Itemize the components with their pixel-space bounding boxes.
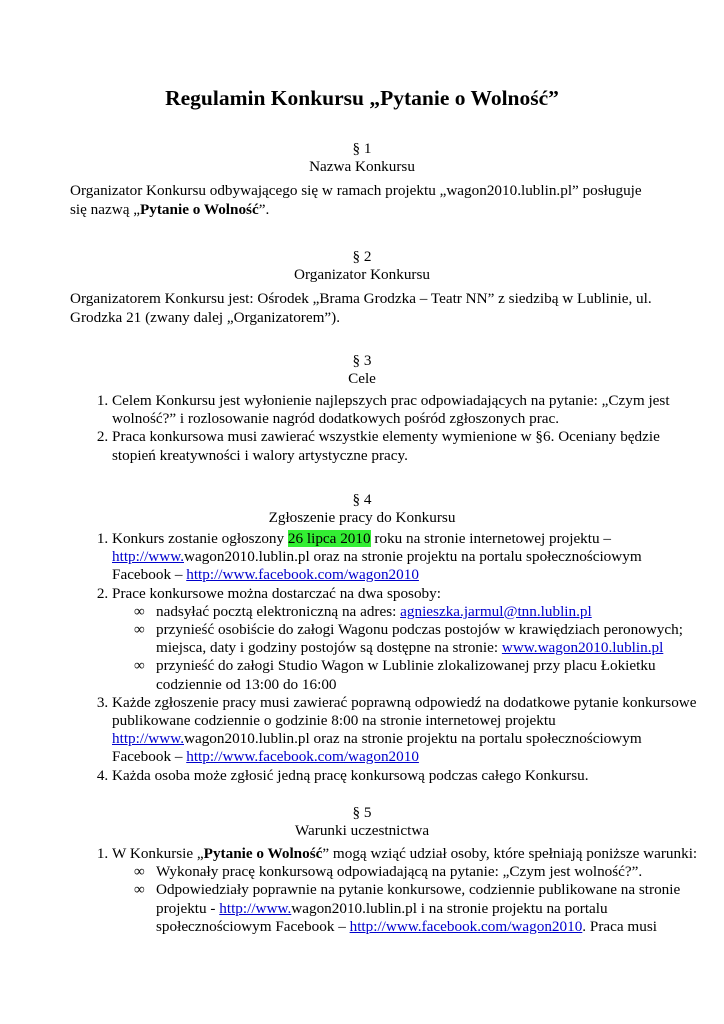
section-2-number: § 2 — [352, 248, 372, 265]
section-3-number: § 3 — [352, 352, 372, 369]
facebook-link[interactable]: http://www.facebook.com/wagon2010 — [349, 917, 583, 935]
section-4-heading: Zgłoszenie pracy do Konkursu — [268, 509, 456, 526]
item-text: . Praca musi — [582, 917, 657, 935]
infinity-bullet-icon: ∞ — [134, 863, 145, 881]
section-4-number: § 4 — [352, 491, 372, 508]
section-2-paragraph: Organizatorem Konkursu jest: Ośrodek „Brama Grodzka – Teatr NN” z siedzibą w Lublinie, ul. Grodzka 21 (zwany dalej „Organizatorem”). — [70, 290, 652, 326]
item-text: przynieść do załogi Studio Wagon w Lublinie zlokalizowanej przy placu Łokietku codziennie od 13:00 do 16:00 — [156, 657, 656, 693]
infinity-bullet-icon: ∞ — [134, 657, 145, 675]
bullet-item — [134, 863, 702, 881]
list-item — [112, 530, 702, 585]
section-5-heading: Warunki uczestnictwa — [294, 822, 430, 839]
item-text: wagon2010.lublin.pl oraz na stronie projektu na portalu społecznościowym Facebook – — [112, 730, 642, 766]
section-5-number: § 5 — [352, 804, 372, 821]
section-5-list — [70, 845, 702, 936]
list-item — [112, 585, 702, 694]
infinity-bullet-icon: ∞ — [134, 602, 145, 620]
bullet-item — [134, 603, 702, 621]
list-item — [112, 845, 702, 936]
section-2-heading: Organizator Konkursu — [294, 266, 430, 283]
conditions-list — [112, 863, 702, 936]
email-link[interactable]: agnieszka.jarmul@tnn.lublin.pl — [400, 602, 592, 620]
item-text: Wykonały pracę konkursową odpowiadającą na pytanie: „Czym jest wolność?”. — [156, 863, 643, 881]
contest-name-bold: Pytanie o Wolność — [140, 200, 259, 218]
item-text: W Konkursie „ — [112, 845, 204, 862]
delivery-methods-list — [112, 603, 702, 694]
project-website-link[interactable]: www.wagon2010.lublin.pl — [501, 639, 664, 657]
highlighted-date: 26 lipca 2010 — [287, 530, 371, 547]
facebook-link[interactable]: http://www.facebook.com/wagon2010 — [186, 748, 419, 766]
section-1-text-a: Organizator Konkursu odbywającego się w ramach projektu „wagon2010.lublin.pl” posługuje się nazwą „ — [70, 182, 642, 218]
item-text: Konkurs zostanie ogłoszony — [112, 530, 288, 547]
facebook-link[interactable]: http://www.facebook.com/wagon2010 — [186, 566, 419, 584]
section-1-text-b: ”. — [258, 200, 270, 218]
section-3-list — [70, 392, 702, 465]
item-text: wagon2010.lublin.pl i na stronie projektu na portalu społecznościowym Facebook – — [156, 899, 608, 935]
infinity-bullet-icon: ∞ — [134, 881, 145, 899]
item-text: Prace konkursowe można dostarczać na dwa sposoby: — [112, 584, 441, 602]
section-4-list — [70, 530, 702, 785]
contest-name-bold: Pytanie o Wolność — [203, 845, 323, 862]
project-link[interactable]: http://www. — [112, 548, 184, 566]
infinity-bullet-icon: ∞ — [134, 621, 145, 639]
section-3-heading: Cele — [348, 370, 376, 387]
item-text: nadsyłać pocztą elektroniczną na adres: — [156, 602, 401, 620]
item-text: ” mogą wziąć udział osoby, które spełniają poniższe warunki: — [322, 845, 698, 862]
list-item: 4. Każda osoba może zgłosić jedną pracę konkursową podczas całego Konkursu. — [112, 767, 702, 785]
section-1-number: § 1 — [352, 140, 372, 157]
bullet-item — [134, 657, 702, 693]
list-item — [112, 694, 702, 767]
project-link[interactable]: http://www. — [219, 899, 292, 917]
section-1-heading: Nazwa Konkursu — [309, 158, 415, 175]
list-item: 2. Praca konkursowa musi zawierać wszystkie elementy wymienione w §6. Oceniany będzie stopień kreatywności i walory artystyczne pracy. — [112, 428, 702, 464]
item-text: roku na stronie internetowej projektu – — [370, 530, 611, 547]
item-text: wagon2010.lublin.pl oraz na stronie projektu na portalu społecznościowym Facebook – — [112, 548, 642, 584]
item-text: Każde zgłoszenie pracy musi zawierać poprawną odpowiedź na dodatkowe pytanie konkursowe publikowane codziennie o godzinie 8:00 na stronie internetowej projektu — [112, 693, 697, 730]
bullet-item — [134, 621, 702, 657]
list-item: 1. Celem Konkursu jest wyłonienie najlepszych prac odpowiadających na pytanie: „Czym jest wolność?” i rozlosowanie nagród dodatkowych pośród zgłoszonych prac. — [112, 392, 702, 428]
bullet-item — [134, 881, 702, 936]
item-text: przynieść osobiście do załogi Wagonu podczas postojów w krawiędziach peronowych; miejsca, daty i godziny postojów są dostępne na stronie: — [156, 621, 683, 657]
item-text: Odpowiedziały poprawnie na pytanie konkursowe, codziennie publikowane na stronie projektu - — [156, 881, 681, 917]
section-1-paragraph — [70, 182, 660, 219]
document-title: Regulamin Konkursu „Pytanie o Wolność” — [165, 86, 559, 110]
project-link[interactable]: http://www. — [112, 730, 184, 748]
